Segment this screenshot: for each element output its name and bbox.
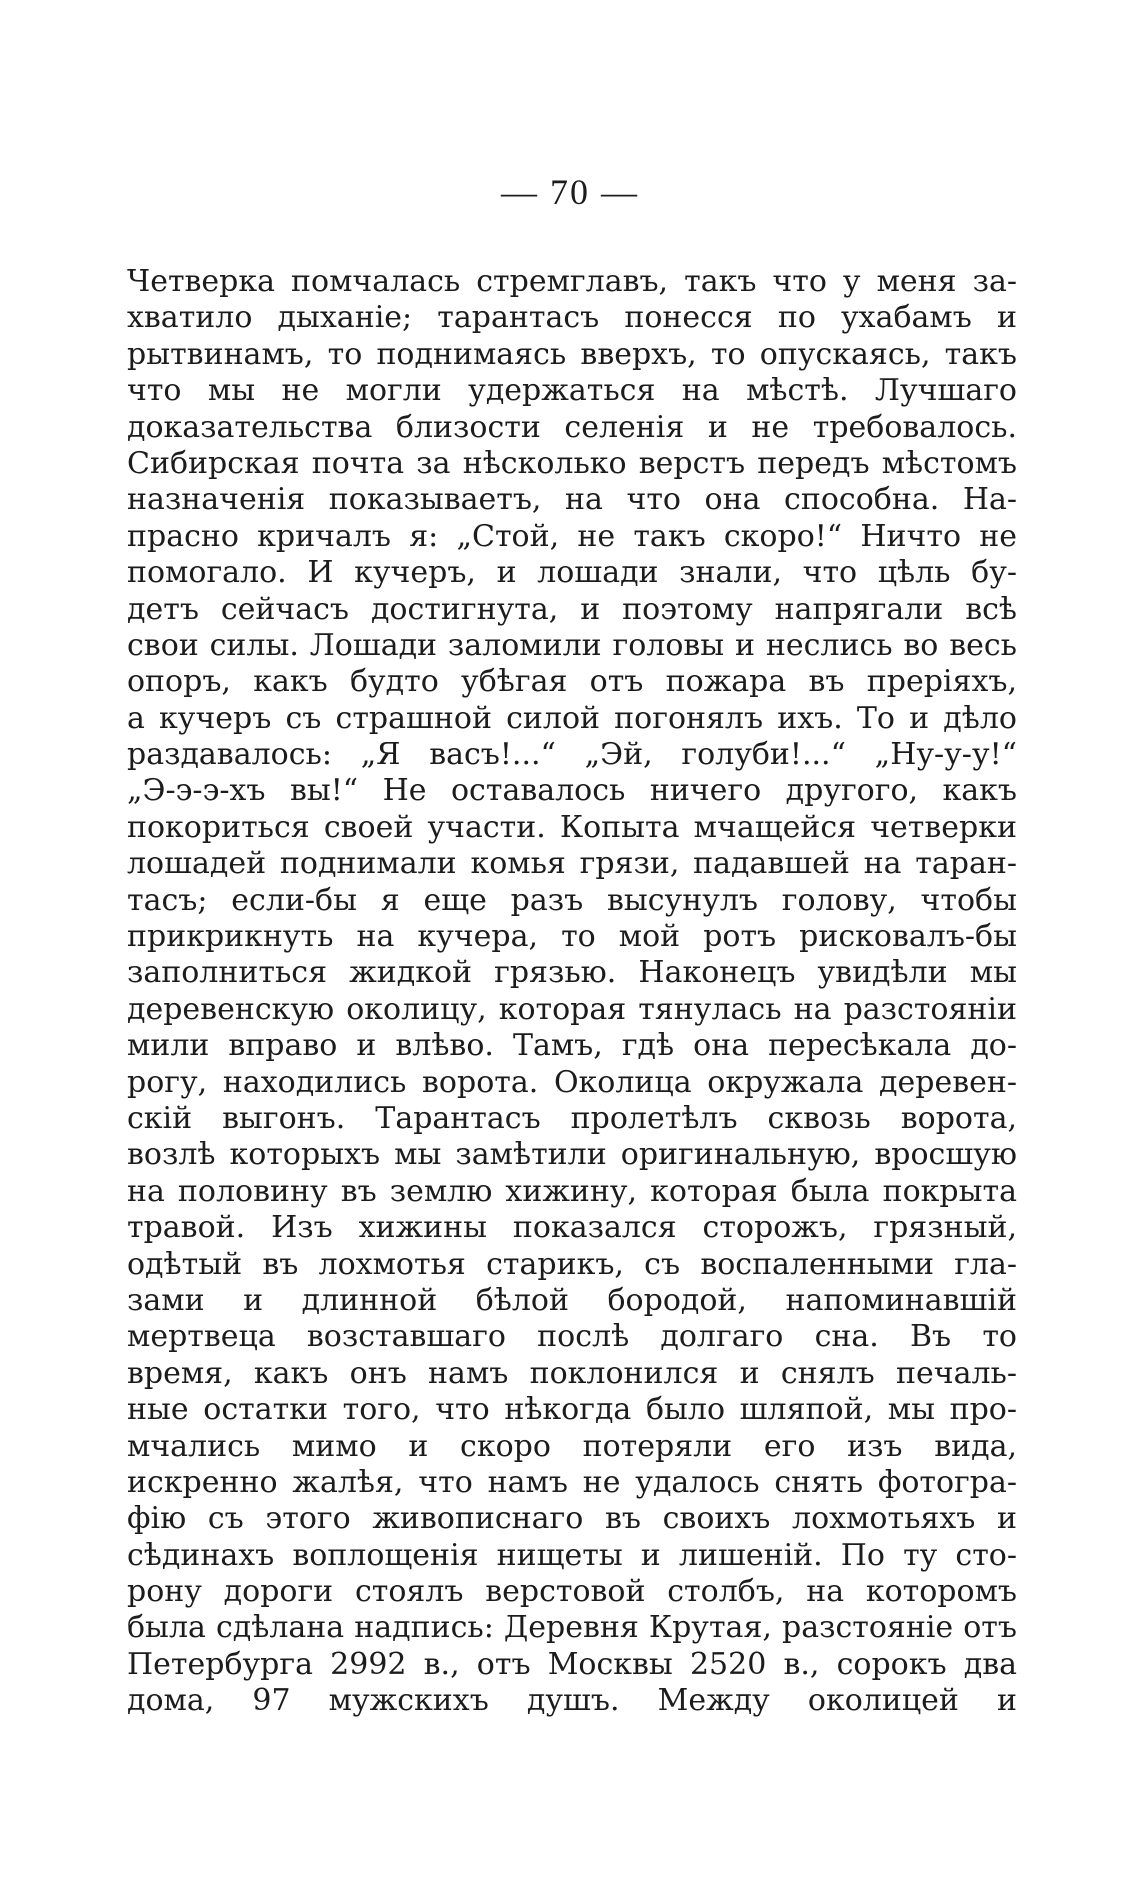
- text-line: травой. Изъ хижины показался сторожъ, грязный,: [127, 1210, 1017, 1246]
- text-line: мчались мимо и скоро потеряли его изъ вида,: [127, 1428, 1017, 1464]
- text-line: на половину въ землю хижину, которая была покрыта: [127, 1173, 1017, 1209]
- text-line: время, какъ онъ намъ поклонился и снялъ печаль-: [127, 1355, 1017, 1391]
- text-line: тасъ; если-бы я еще разъ высунулъ голову, чтобы: [127, 882, 1017, 918]
- text-line: лошадей поднимали комья грязи, падавшей на таран-: [127, 846, 1017, 882]
- text-line: что мы не могли удержаться на мѣстѣ. Лучшаго: [127, 373, 1017, 409]
- text-line: Петербурга 2992 в., отъ Москвы 2520 в., сорокъ два: [127, 1646, 1017, 1682]
- text-line: ные остатки того, что нѣкогда было шляпой, мы про-: [127, 1392, 1017, 1428]
- text-line: заполниться жидкой грязью. Наконецъ увидѣли мы: [127, 955, 1017, 991]
- text-line: была сдѣлана надпись: Деревня Крутая, разстояніе отъ: [127, 1610, 1017, 1646]
- text-line: Четверка помчалась стремглавъ, такъ что у меня за-: [127, 264, 1017, 299]
- text-line: прасно кричалъ я: „Стой, не такъ скоро!“ Ничто не: [127, 518, 1017, 554]
- text-line: мертвеца возставшаго послѣ долгаго сна. Въ то: [127, 1319, 1017, 1355]
- text-line: доказательства близости селенія и не требовалось.: [127, 409, 1017, 445]
- text-line: рытвинамъ, то поднимаясь вверхъ, то опускаясь, такъ: [127, 336, 1017, 372]
- text-line: хватило дыханіе; тарантасъ понесся по ухабамъ и: [127, 300, 1017, 336]
- text-line: сѣдинахъ воплощенія нищеты и лишеній. По ту сто-: [127, 1537, 1017, 1573]
- text-line: возлѣ которыхъ мы замѣтили оригинальную, вросшую: [127, 1137, 1017, 1173]
- text-line: искренно жалѣя, что намъ не удалось снять фотогра-: [127, 1464, 1017, 1500]
- text-line: одѣтый въ лохмотья старикъ, съ воспаленными гла-: [127, 1246, 1017, 1282]
- text-line: опоръ, какъ будто убѣгая отъ пожара въ преріяхъ,: [127, 664, 1017, 700]
- text-line: свои силы. Лошади заломили головы и неслись во весь: [127, 627, 1017, 663]
- text-line: детъ сейчасъ достигнута, и поэтому напрягали всѣ: [127, 591, 1017, 627]
- text-line: „Э-э-э-хъ вы!“ Не оставалось ничего другого, какъ: [127, 773, 1017, 809]
- text-line: назначенія показываетъ, на что она способна. На-: [127, 482, 1017, 518]
- text-line: дома, 97 мужскихъ душъ. Между околицей и: [127, 1683, 1017, 1719]
- text-line: скій выгонъ. Тарантасъ пролетѣлъ сквозь ворота,: [127, 1100, 1017, 1136]
- text-line: зами и длинной бѣлой бородой, напоминавшій: [127, 1282, 1017, 1318]
- body-text: [127, 264, 1017, 1720]
- text-line: а кучеръ съ страшной силой погонялъ ихъ. То и дѣло: [127, 700, 1017, 736]
- text-line: фію съ этого живописнаго въ своихъ лохмотьяхъ и: [127, 1501, 1017, 1537]
- text-line: помогало. И кучеръ, и лошади знали, что цѣль бу-: [127, 555, 1017, 591]
- text-line: раздавалось: „Я васъ!...“ „Эй, голуби!...“ „Ну-у-у!“: [127, 737, 1017, 773]
- text-line: рогу, находились ворота. Околица окружала деревен-: [127, 1064, 1017, 1100]
- text-line: деревенскую околицу, которая тянулась на разстояніи: [127, 991, 1017, 1027]
- text-line: прикрикнуть на кучера, то мой ротъ рисковалъ-бы: [127, 919, 1017, 955]
- text-line: рону дороги стоялъ верстовой столбъ, на которомъ: [127, 1574, 1017, 1610]
- text-line: мили вправо и влѣво. Тамъ, гдѣ она пересѣкала до-: [127, 1028, 1017, 1064]
- text-line: покориться своей участи. Копыта мчащейся четверки: [127, 809, 1017, 845]
- text-line: Сибирская почта за нѣсколько верстъ передъ мѣстомъ: [127, 445, 1017, 481]
- page-number: — 70 —: [501, 172, 639, 212]
